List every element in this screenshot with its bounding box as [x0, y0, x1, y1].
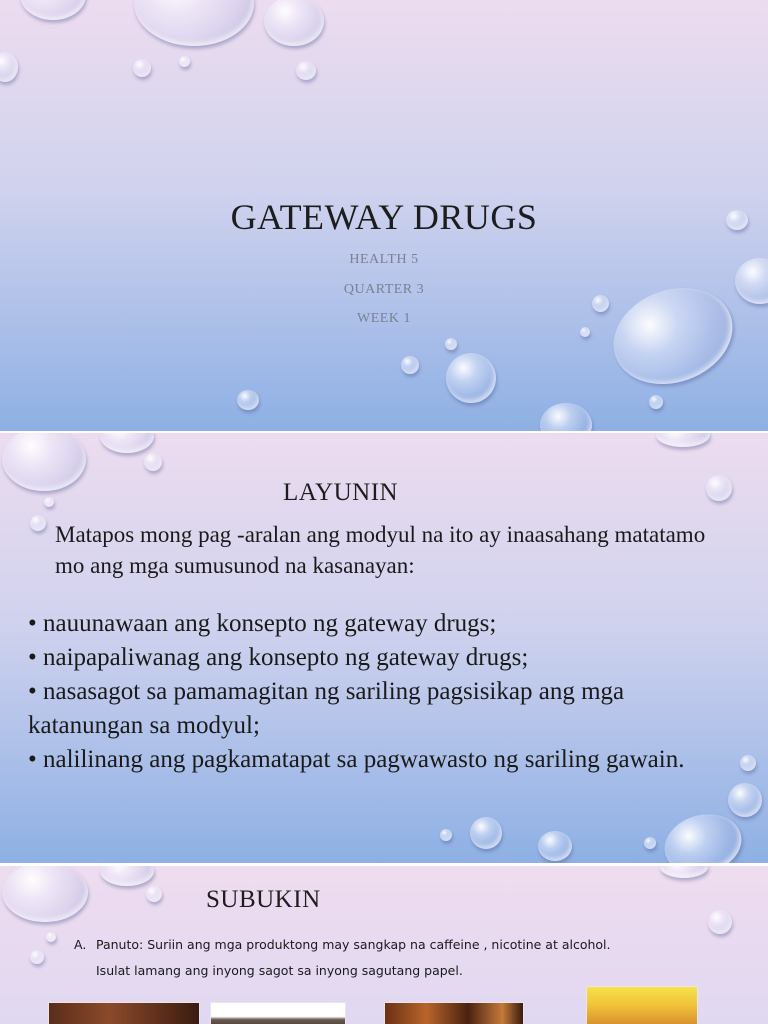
water-drop-decoration — [237, 390, 259, 410]
water-drop-decoration — [0, 52, 18, 82]
subukin-slide — [0, 866, 768, 1024]
water-drop-decoration — [100, 433, 154, 453]
instruction-line: Panuto: Suriin ang mga produktong may sangkap na caffeine , nicotine at alcohol. — [96, 937, 611, 952]
subtitle-week: WEEK 1 — [357, 311, 411, 326]
water-drop-decoration — [44, 497, 54, 507]
title-slide — [0, 0, 768, 431]
water-drop-decoration — [580, 327, 590, 337]
water-drop-decoration — [401, 356, 419, 374]
water-drop-decoration — [656, 433, 710, 447]
water-drop-decoration — [445, 338, 457, 350]
water-drop-decoration — [706, 475, 732, 501]
instruction-line: Isulat lamang ang inyong sagot sa inyong sagutang papel. — [96, 963, 463, 978]
section-heading: LAYUNIN — [283, 479, 399, 506]
slide-title: GATEWAY DRUGS — [230, 197, 538, 237]
water-drop-decoration — [30, 515, 46, 531]
water-drop-decoration — [133, 59, 151, 77]
water-drop-decoration — [20, 0, 86, 20]
water-drop-decoration — [144, 453, 162, 471]
water-drop-decoration — [134, 0, 254, 46]
water-drop-decoration — [30, 950, 44, 964]
water-drop-decoration — [470, 817, 502, 849]
water-drop-decoration — [446, 353, 496, 403]
list-item: • nauunawaan ang konsepto ng gateway drugs; — [28, 610, 497, 637]
water-drop-decoration — [46, 932, 56, 942]
water-drop-decoration — [2, 866, 88, 922]
water-drop-decoration — [708, 910, 732, 934]
instruction-block — [74, 932, 714, 984]
water-drop-decoration — [740, 755, 756, 771]
item-label: A. — [74, 937, 87, 952]
objectives-slide — [0, 433, 768, 863]
water-drop-decoration — [440, 829, 452, 841]
list-item: • nasasagot sa pamamagitan ng sariling pagsisikap ang mga katanungan sa modyul; — [28, 678, 625, 739]
product-photo-liquor — [384, 1002, 524, 1024]
water-drop-decoration — [264, 0, 324, 46]
subtitle-grade: HEALTH 5 — [349, 252, 419, 267]
product-photo-cigarette — [210, 1002, 346, 1024]
water-drop-decoration — [660, 866, 708, 878]
section-heading: SUBUKIN — [206, 886, 321, 913]
product-photo-iced-tea — [586, 986, 698, 1024]
list-item: • naipapaliwanag ang konsepto ng gateway drugs; — [28, 644, 529, 671]
water-drop-decoration — [540, 403, 592, 431]
subtitle-quarter: QUARTER 3 — [343, 282, 425, 297]
water-drop-decoration — [644, 837, 656, 849]
water-drop-decoration — [2, 433, 86, 491]
water-drop-decoration — [296, 61, 316, 80]
water-drop-decoration — [538, 831, 572, 861]
water-drop-decoration — [100, 866, 154, 886]
objectives-list — [28, 607, 728, 777]
intro-paragraph: Matapos mong pag -aralan ang modyul na ito ay inaasahang matatamo mo ang mga sumusunod na kasanayan: — [55, 522, 706, 578]
water-drop-decoration — [728, 783, 762, 817]
water-drop-decoration — [146, 886, 162, 902]
water-drop-decoration — [658, 806, 748, 863]
list-item: • nalilinang ang pagkamatapat sa pagwawasto ng sariling gawain. — [28, 746, 685, 773]
product-photo-coffee — [48, 1002, 200, 1024]
water-drop-decoration — [179, 56, 190, 67]
water-drop-decoration — [649, 395, 663, 409]
